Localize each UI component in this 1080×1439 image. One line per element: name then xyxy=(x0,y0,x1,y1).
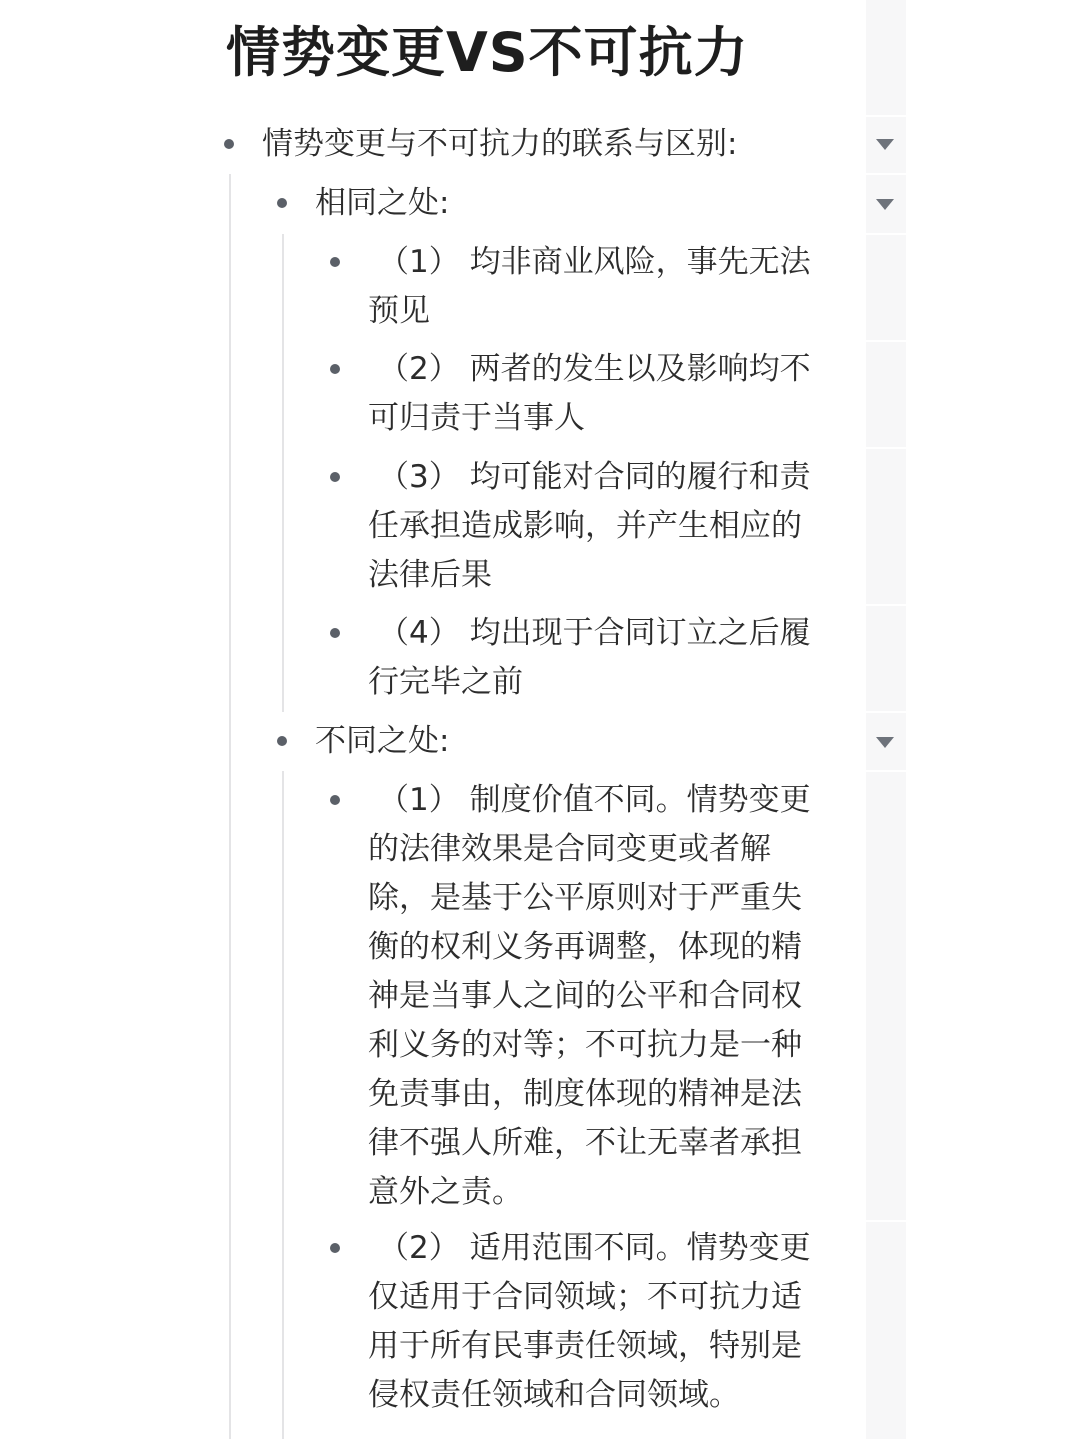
page-title: 情势变更VS不可抗力 xyxy=(226,21,749,84)
list-item[interactable]: （1） 均非商业风险，事先无法预见 xyxy=(368,244,811,329)
bullet xyxy=(330,795,340,805)
bullet xyxy=(330,628,340,638)
list-item[interactable]: （2） 两者的发生以及影响均不可归责于当事人 xyxy=(368,351,811,436)
outline-item-same[interactable]: 相同之处: xyxy=(315,185,450,221)
gutter-divider xyxy=(866,770,906,772)
bullet xyxy=(277,198,287,208)
indent-guide xyxy=(229,174,231,1439)
gutter-divider xyxy=(866,604,906,606)
outline-item-level1[interactable]: 情势变更与不可抗力的联系与区别: xyxy=(262,126,738,162)
list-item[interactable]: （1） 制度价值不同。情势变更的法律效果是合同变更或者解除，是基于公平原则对于严重失衡的权利义务再调整，体现的精神是当事人之间的公平和合同权利义务的对等；不可抗力是一种免责事由，制度体现的精神是法律不强人所难，不让无辜者承担意外之责。 xyxy=(368,782,811,1210)
list-item[interactable]: （3） 均可能对合同的履行和责任承担造成影响，并产生相应的法律后果 xyxy=(368,459,811,593)
indent-guide xyxy=(282,234,284,712)
collapse-caret-icon[interactable] xyxy=(876,139,894,150)
gutter-divider xyxy=(866,1220,906,1222)
bullet xyxy=(330,1243,340,1253)
right-gutter xyxy=(866,0,906,1439)
collapse-caret-icon[interactable] xyxy=(876,199,894,210)
gutter-divider xyxy=(866,233,906,235)
list-item[interactable]: （4） 均出现于合同订立之后履行完毕之前 xyxy=(368,615,811,700)
gutter-divider xyxy=(866,711,906,713)
indent-guide xyxy=(282,771,284,1439)
outline-item-diff[interactable]: 不同之处: xyxy=(315,723,450,759)
gutter-divider xyxy=(866,447,906,449)
gutter-divider xyxy=(866,173,906,175)
bullet xyxy=(277,736,287,746)
bullet xyxy=(330,472,340,482)
collapse-caret-icon[interactable] xyxy=(876,737,894,748)
bullet xyxy=(330,257,340,267)
bullet xyxy=(330,364,340,374)
gutter-divider xyxy=(866,115,906,117)
list-item[interactable]: （2） 适用范围不同。情势变更仅适用于合同领域；不可抗力适用于所有民事责任领域，特别是侵权责任领域和合同领域。 xyxy=(368,1230,811,1413)
bullet xyxy=(224,139,234,149)
gutter-divider xyxy=(866,340,906,342)
